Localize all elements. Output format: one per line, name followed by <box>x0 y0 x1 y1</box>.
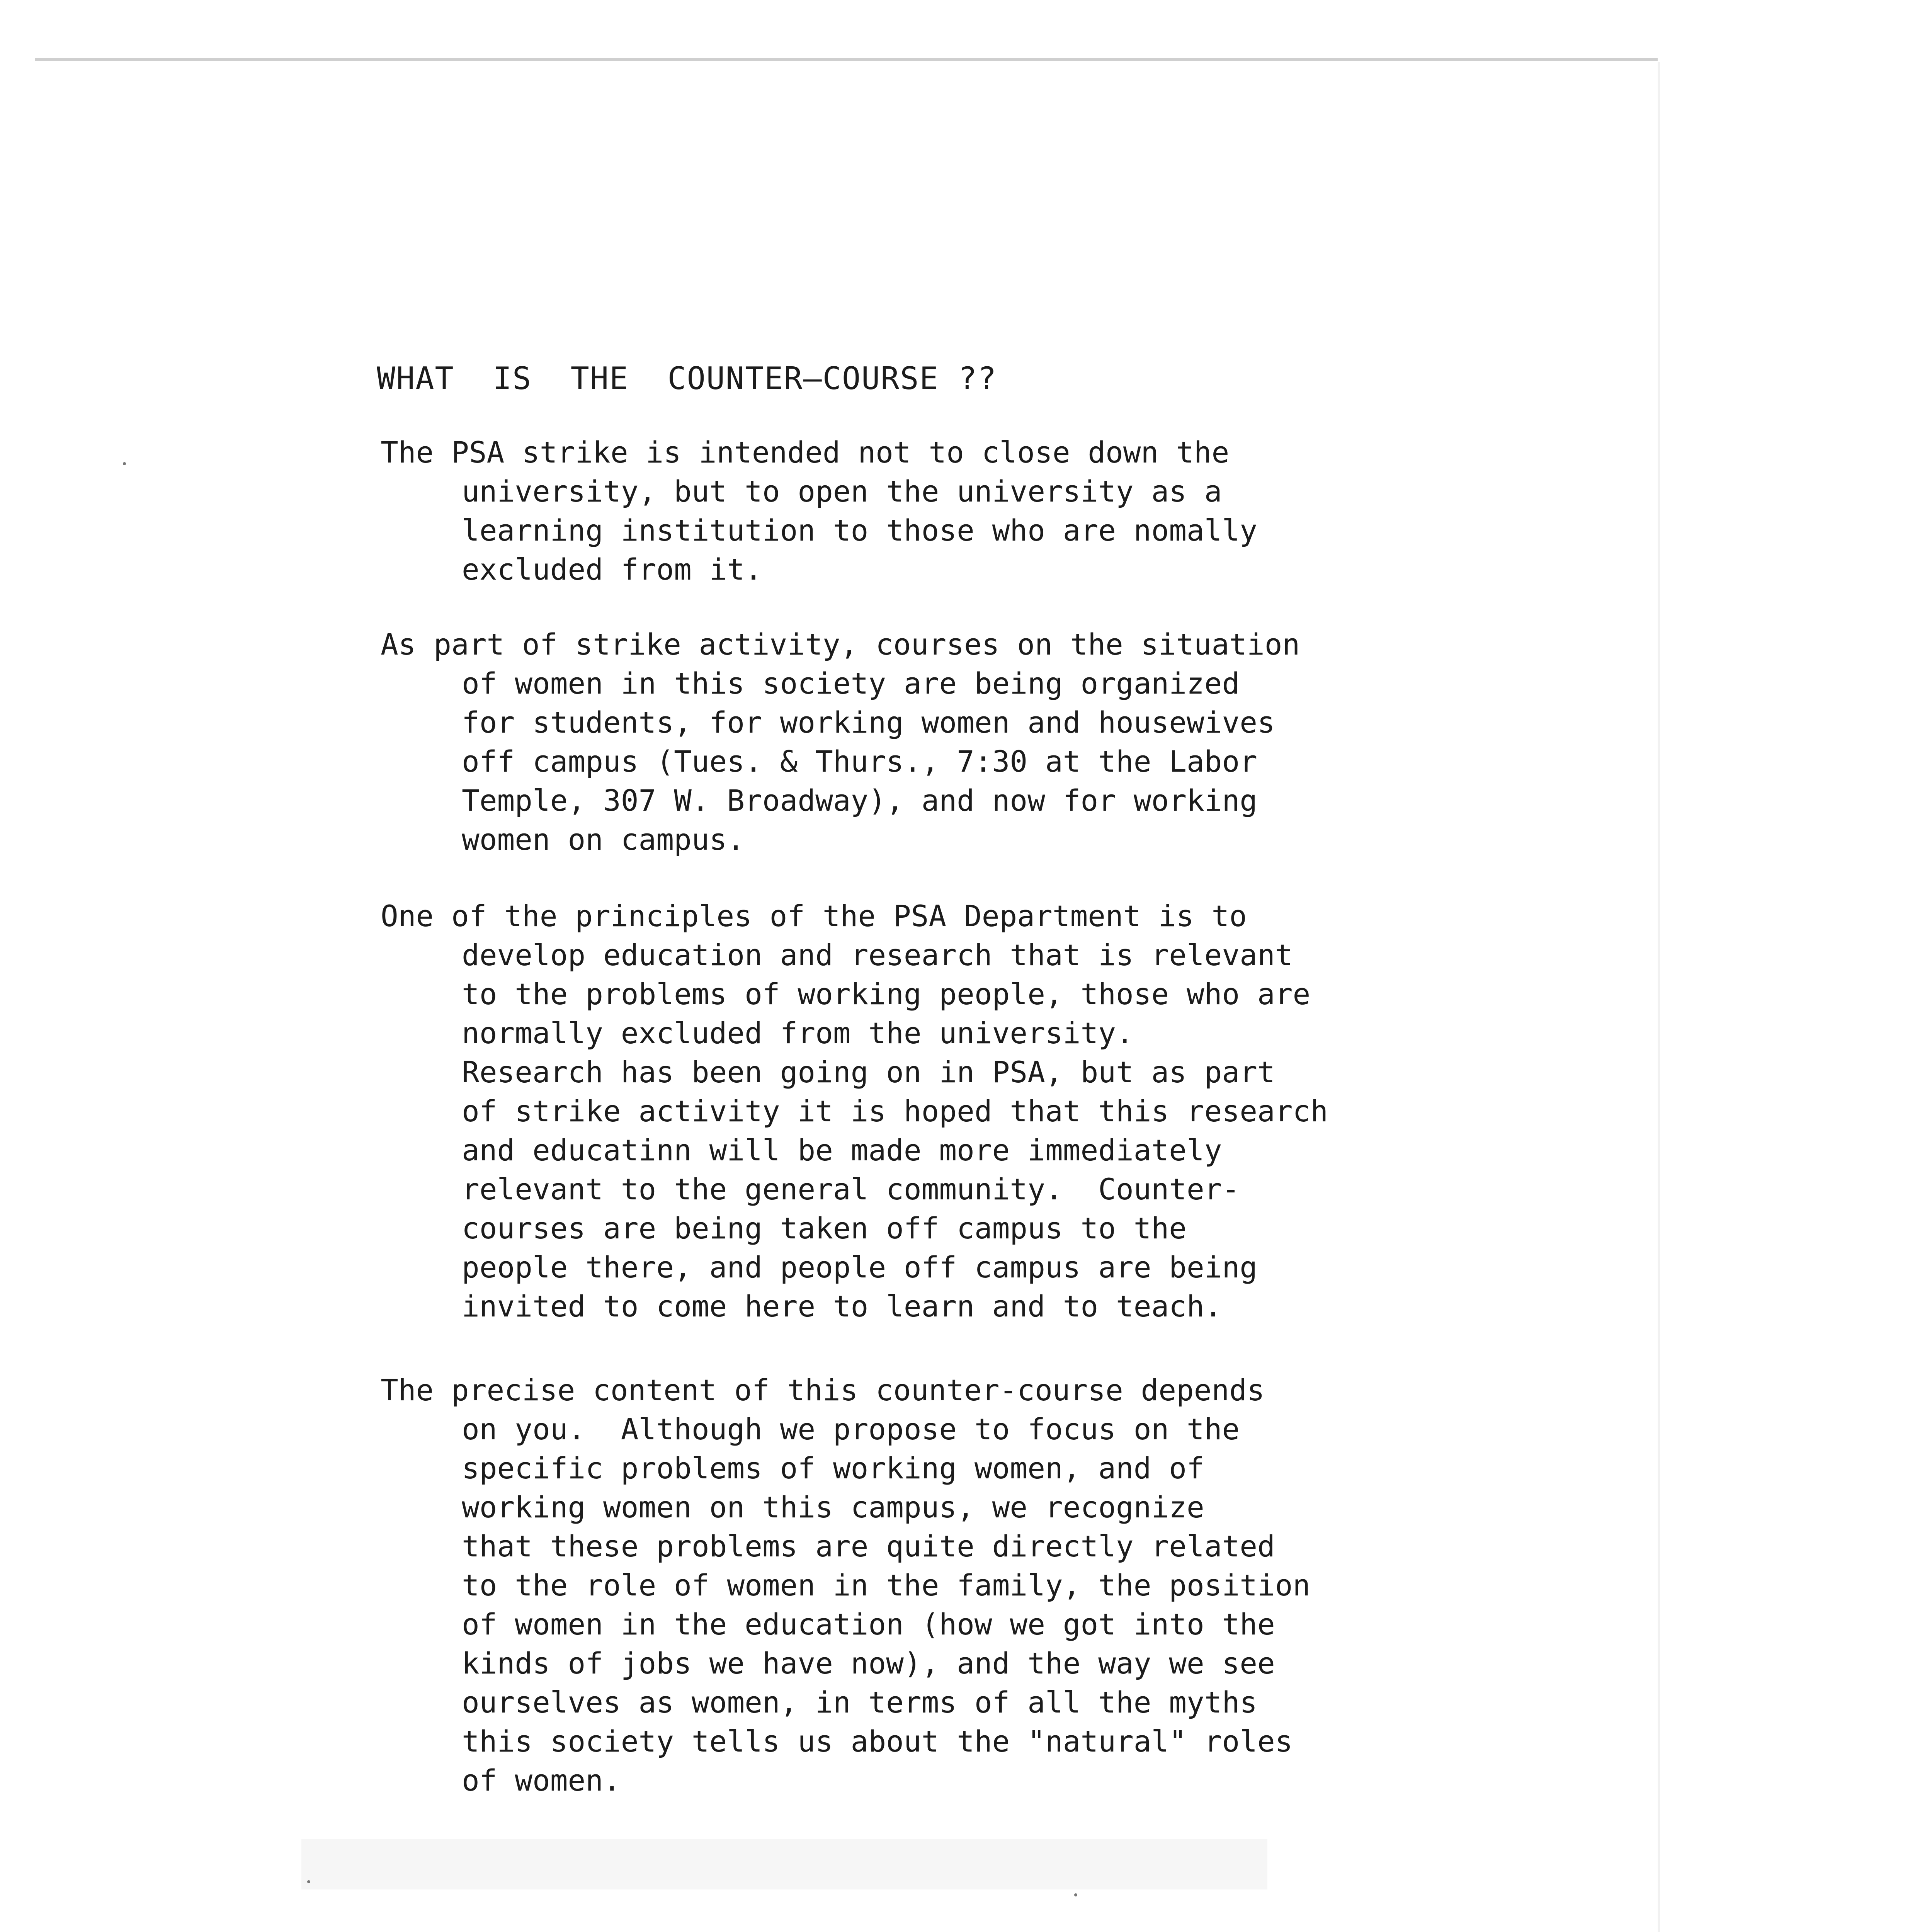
text-line: people there, and people off campus are being <box>462 1250 1258 1284</box>
text-line: Temple, 307 W. Broadway), and now for working <box>462 783 1258 818</box>
paragraph-course-content <box>381 1371 1656 1800</box>
text-line: university, but to open the university as a <box>462 474 1222 509</box>
scan-edge-line <box>35 58 1658 61</box>
text-line: invited to come here to learn and to teach. <box>462 1289 1222 1323</box>
text-line: of strike activity it is hoped that this research <box>462 1094 1328 1128</box>
text-line: normally excluded from the university. <box>462 1016 1134 1050</box>
text-line: of women in this society are being organized <box>462 666 1240 701</box>
text-line: working women on this campus, we recognize <box>462 1490 1204 1524</box>
text-line: on you. Although we propose to focus on the <box>462 1412 1240 1446</box>
text-line: to the role of women in the family, the position <box>462 1568 1311 1602</box>
text-line: for students, for working women and housewives <box>462 705 1275 740</box>
scan-speck <box>307 1880 310 1883</box>
text-line: develop education and research that is relevant <box>462 938 1293 972</box>
text-line: As part of strike activity, courses on the situation <box>381 627 1300 662</box>
text-line: Research has been going on in PSA, but as part <box>462 1055 1275 1089</box>
scan-shadow <box>1658 62 1660 1932</box>
text-line: kinds of jobs we have now), and the way we see <box>462 1646 1275 1680</box>
text-line: specific problems of working women, and of <box>462 1451 1204 1485</box>
text-line: off campus (Tues. & Thurs., 7:30 at the Labor <box>462 744 1258 779</box>
text-line: The PSA strike is intended not to close down the <box>381 435 1230 469</box>
text-line: learning institution to those who are nomally <box>462 513 1258 548</box>
text-line: women on campus. <box>462 822 745 857</box>
paragraph-psa-principles <box>381 896 1656 1326</box>
text-line: One of the principles of the PSA Department is to <box>381 899 1247 933</box>
text-line: courses are being taken off campus to the <box>462 1211 1187 1245</box>
text-line: The precise content of this counter-course depends <box>381 1373 1265 1407</box>
paragraph-psa-strike <box>381 433 1656 589</box>
text-line: ourselves as women, in terms of all the myths <box>462 1685 1258 1719</box>
page-heading: WHAT IS THE COUNTER—COURSE ?? <box>377 361 997 396</box>
paragraph-strike-courses <box>381 625 1656 859</box>
bleed-through-smudge <box>301 1839 1267 1889</box>
text-line: that these problems are quite directly related <box>462 1529 1275 1563</box>
text-line: relevant to the general community. Counter- <box>462 1172 1240 1206</box>
text-line: and educatinn will be made more immediately <box>462 1133 1222 1167</box>
text-line: of women. <box>462 1763 621 1798</box>
text-line: this society tells us about the "natural" roles <box>462 1724 1293 1759</box>
text-line: to the problems of working people, those who are <box>462 977 1311 1011</box>
text-line: excluded from it. <box>462 552 762 587</box>
text-line: of women in the education (how we got into the <box>462 1607 1275 1641</box>
scan-speck <box>1074 1893 1077 1896</box>
scan-speck <box>123 462 126 465</box>
